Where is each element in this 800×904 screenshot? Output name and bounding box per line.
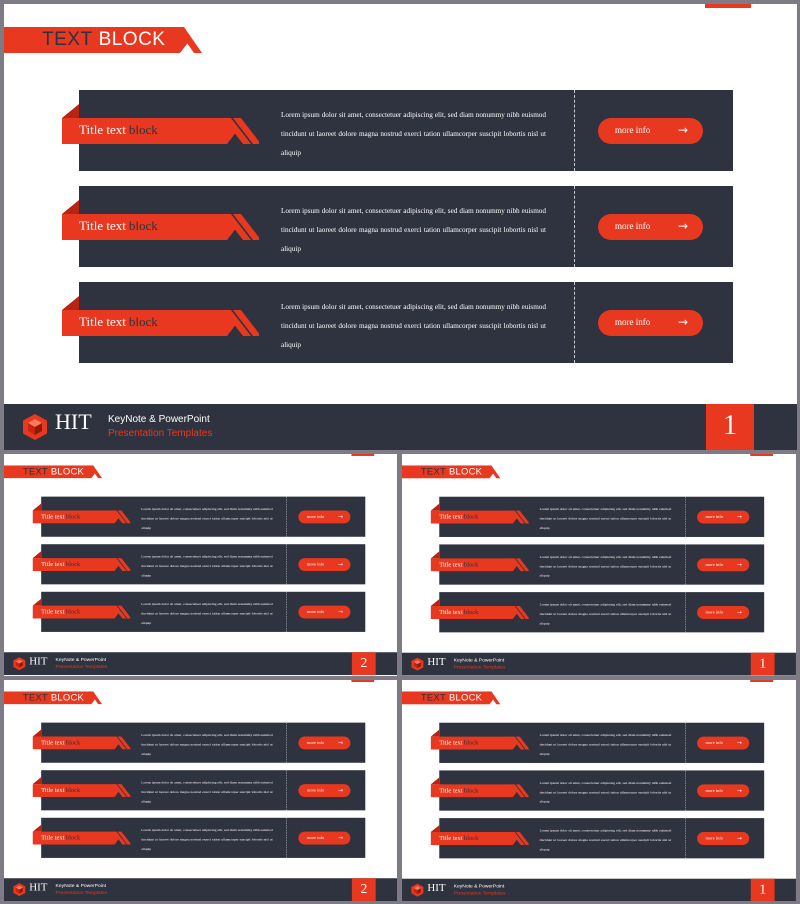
more-info-button[interactable] xyxy=(598,118,703,144)
top-accent-bar xyxy=(705,4,751,8)
tag-title-word-1: Title text xyxy=(41,786,65,794)
page-number-box xyxy=(751,879,775,901)
more-info-label: more info xyxy=(306,609,325,615)
more-info-button[interactable] xyxy=(697,832,749,845)
slide-title xyxy=(42,29,165,51)
text-block-row xyxy=(439,497,764,537)
more-info-label: more info xyxy=(306,739,325,745)
title-tag xyxy=(31,599,130,619)
tag-title-word-1: Title text xyxy=(41,738,65,746)
more-info-label: more info xyxy=(705,514,724,520)
tag-title-word-2: block xyxy=(65,738,81,746)
slide-title-banner xyxy=(402,691,500,704)
slide-thumbnail-3[interactable] xyxy=(4,680,397,901)
tag-title-word-2: block xyxy=(128,122,158,137)
slide-main[interactable] xyxy=(4,4,797,450)
slide-title-banner xyxy=(4,691,102,704)
page-number-box xyxy=(352,652,376,675)
arrow-right-icon: → xyxy=(338,834,344,842)
row-body-text: Lorem ipsum dolor sit amet, consectetuer adipiscing elit, sed diam nonummy nibh euismod tincidunt ut laoreet dolore magna nostrud exerci tation ullamcorper suscipit lobortis nisl ut aliquip xyxy=(281,111,546,157)
row-body-text: Lorem ipsum dolor sit amet, consectetuer adipiscing elit, sed diam nonummy nibh euismod tincidunt ut laoreet dolore magna nostrud exerci tation ullamcorper suscipit lobortis nisl ut aliquip xyxy=(281,207,546,253)
top-accent-bar xyxy=(351,454,374,456)
title-tag xyxy=(31,825,130,845)
more-info-button[interactable] xyxy=(598,310,703,336)
slide-title-word-1: TEXT xyxy=(22,466,48,477)
more-info-button[interactable] xyxy=(298,832,350,845)
more-info-label: more info xyxy=(705,609,724,615)
title-tag xyxy=(31,551,130,571)
tag-title-word-1: Title text xyxy=(41,607,65,616)
more-info-label: more info xyxy=(615,125,651,135)
footer-subtitle-line-1: KeyNote & PowerPoint xyxy=(453,883,505,890)
footer-subtitle-line-1: KeyNote & PowerPoint xyxy=(108,414,210,425)
tag-title-word-2: block xyxy=(464,786,479,794)
footer-subtitle-line-2: Presentation Templates xyxy=(453,664,506,671)
title-tag xyxy=(429,504,528,524)
tag-title-word-2: block xyxy=(464,560,479,568)
page-number-box xyxy=(706,404,754,450)
brand-name: HIT xyxy=(427,881,446,894)
page-number: 1 xyxy=(759,881,767,898)
tag-title-word-2: block xyxy=(65,512,81,520)
tag-title-word-1: Title text xyxy=(41,512,65,520)
text-block-row xyxy=(439,592,764,632)
arrow-right-icon: → xyxy=(736,739,742,747)
slide-title xyxy=(421,466,482,477)
row-body-text: Lorem ipsum dolor sit amet, consectetuer adipiscing elit, sed diam nonummy nibh euismod tincidunt ut laoreet dolore magna nostrud exerci tation ullamcorper suscipit lobortis nisl ut aliquip xyxy=(539,828,672,852)
more-info-button[interactable] xyxy=(697,737,749,750)
text-block-row xyxy=(41,592,365,632)
arrow-right-icon: → xyxy=(736,786,742,794)
brand-name: HIT xyxy=(29,654,48,668)
tag-title-word-1: Title text xyxy=(79,314,126,329)
hexagon-cube-icon xyxy=(22,413,48,441)
footer-subtitle-line-2: Presentation Templates xyxy=(55,890,108,896)
text-block-row xyxy=(41,723,365,763)
slide-title-banner xyxy=(402,465,500,478)
text-block-row xyxy=(439,723,764,763)
text-block-row xyxy=(41,770,365,810)
row-body-text: Lorem ipsum dolor sit amet, consectetuer adipiscing elit, sed diam nonummy nibh euismod tincidunt ut laoreet dolore magna nostrud exerci tation ullamcorper suscipit lobortis nisl ut aliquip xyxy=(141,780,273,804)
title-tag xyxy=(31,504,130,524)
row-body-text: Lorem ipsum dolor sit amet, consectetuer adipiscing elit, sed diam nonummy nibh euismod tincidunt ut laoreet dolore magna nostrud exerci tation ullamcorper suscipit lobortis nisl ut aliquip xyxy=(539,780,672,804)
tag-title-word-2: block xyxy=(128,218,158,233)
slide-title-word-2: BLOCK xyxy=(448,466,483,477)
text-block-row xyxy=(41,818,365,858)
page-number: 2 xyxy=(360,881,368,897)
more-info-label: more info xyxy=(705,561,724,567)
slide-footer xyxy=(4,878,397,901)
footer-subtitle-line-2: Presentation Templates xyxy=(55,664,108,670)
tag-title-word-2: block xyxy=(464,834,479,842)
more-info-button[interactable] xyxy=(298,510,350,523)
hexagon-cube-icon xyxy=(411,657,424,671)
more-info-button[interactable] xyxy=(298,736,350,749)
slide-footer xyxy=(402,879,796,901)
more-info-button[interactable] xyxy=(298,558,350,571)
tag-title-word-2: block xyxy=(65,560,81,568)
row-body-text: Lorem ipsum dolor sit amet, consectetuer adipiscing elit, sed diam nonummy nibh euismod tincidunt ut laoreet dolore magna nostrud exerci tation ullamcorper suscipit lobortis nisl ut aliquip xyxy=(141,554,273,578)
arrow-right-icon: → xyxy=(736,560,742,568)
footer-subtitle-line-2: Presentation Templates xyxy=(108,428,213,439)
hexagon-cube-icon xyxy=(13,657,26,671)
slide-footer xyxy=(4,652,397,675)
row-body-text: Lorem ipsum dolor sit amet, consectetuer adipiscing elit, sed diam nonummy nibh euismod tincidunt ut laoreet dolore magna nostrud exerci tation ullamcorper suscipit lobortis nisl ut aliquip xyxy=(141,733,273,756)
brand-name: HIT xyxy=(427,655,446,668)
row-body-text: Lorem ipsum dolor sit amet, consectetuer adipiscing elit, sed diam nonummy nibh euismod tincidunt ut laoreet dolore magna nostrud exerci tation ullamcorper suscipit lobortis nisl ut aliquip xyxy=(141,602,273,625)
top-accent-bar xyxy=(351,680,374,682)
text-block-row xyxy=(41,544,365,584)
title-tag xyxy=(59,296,259,336)
title-tag xyxy=(59,104,259,144)
more-info-button[interactable] xyxy=(598,214,703,240)
slide-title-word-2: BLOCK xyxy=(98,29,166,50)
tag-title-word-1: Title text xyxy=(439,560,463,568)
more-info-label: more info xyxy=(705,740,724,746)
slide-title-word-2: BLOCK xyxy=(448,692,483,703)
tag-title-word-2: block xyxy=(464,738,479,747)
tag-title-word-1: Title text xyxy=(41,560,65,568)
slide-title-word-1: TEXT xyxy=(420,466,446,477)
footer-subtitle-line-1: KeyNote & PowerPoint xyxy=(55,657,106,663)
tag-title-word-2: block xyxy=(65,607,81,616)
more-info-label: more info xyxy=(306,835,325,841)
arrow-right-icon: → xyxy=(678,219,689,233)
slide-thumbnail-2[interactable] xyxy=(402,454,796,676)
footer-subtitle-line-1: KeyNote & PowerPoint xyxy=(55,883,106,889)
more-info-label: more info xyxy=(306,513,325,519)
row-body-text: Lorem ipsum dolor sit amet, consectetuer adipiscing elit, sed diam nonummy nibh euismod tincidunt ut laoreet dolore magna nostrud exerci tation ullamcorper suscipit lobortis nisl ut aliquip xyxy=(539,733,672,757)
more-info-label: more info xyxy=(705,787,724,793)
row-body-text: Lorem ipsum dolor sit amet, consectetuer adipiscing elit, sed diam nonummy nibh euismod tincidunt ut laoreet dolore magna nostrud exerci tation ullamcorper suscipit lobortis nisl ut aliquip xyxy=(539,507,672,531)
more-info-button[interactable] xyxy=(697,511,749,524)
arrow-right-icon: → xyxy=(736,608,742,616)
row-body-text: Lorem ipsum dolor sit amet, consectetuer adipiscing elit, sed diam nonummy nibh euismod tincidunt ut laoreet dolore magna nostrud exerci tation ullamcorper suscipit lobortis nisl ut aliquip xyxy=(141,828,273,851)
text-block-row xyxy=(79,186,733,267)
more-info-button[interactable] xyxy=(697,784,749,797)
footer-subtitle-line-1: KeyNote & PowerPoint xyxy=(453,657,505,664)
tag-title-word-2: block xyxy=(65,833,81,842)
dashed-divider xyxy=(574,90,575,171)
page-number: 2 xyxy=(360,655,368,671)
text-block-row xyxy=(439,818,764,858)
hexagon-cube-icon xyxy=(13,883,26,897)
tag-title-word-1: Title text xyxy=(79,122,126,137)
dashed-divider xyxy=(574,186,575,267)
title-tag xyxy=(429,825,528,845)
more-info-label: more info xyxy=(615,221,651,231)
slide-title-banner xyxy=(4,465,102,478)
arrow-right-icon: → xyxy=(338,786,344,794)
title-tag xyxy=(429,730,528,750)
footer-subtitle-line-2: Presentation Templates xyxy=(453,890,506,897)
slide-title-word-1: TEXT xyxy=(42,29,93,50)
page-number: 1 xyxy=(723,410,737,441)
page-number-box xyxy=(751,653,775,676)
text-block-row xyxy=(41,497,365,537)
title-tag xyxy=(429,551,528,571)
tag-title-word-2: block xyxy=(128,314,158,329)
title-tag xyxy=(31,730,130,750)
row-body-text: Lorem ipsum dolor sit amet, consectetuer adipiscing elit, sed diam nonummy nibh euismod tincidunt ut laoreet dolore magna nostrud exerci tation ullamcorper suscipit lobortis nisl ut aliquip xyxy=(539,554,672,578)
arrow-right-icon: → xyxy=(338,560,344,568)
more-info-button[interactable] xyxy=(298,606,350,619)
tag-title-word-1: Title text xyxy=(439,786,463,794)
tag-title-word-1: Title text xyxy=(79,218,126,233)
more-info-label: more info xyxy=(306,561,325,567)
more-info-label: more info xyxy=(705,835,724,841)
slide-title xyxy=(421,692,482,703)
tag-title-word-1: Title text xyxy=(439,512,463,521)
hexagon-cube-icon xyxy=(411,883,424,897)
arrow-right-icon: → xyxy=(338,512,344,520)
arrow-right-icon: → xyxy=(338,608,344,616)
more-info-button[interactable] xyxy=(697,558,749,571)
text-block-row xyxy=(439,544,764,584)
brand-name: HIT xyxy=(29,880,48,894)
text-block-row xyxy=(439,770,764,810)
slide-footer xyxy=(4,404,797,450)
tag-title-word-2: block xyxy=(65,786,81,794)
top-accent-bar xyxy=(750,680,773,682)
arrow-right-icon: → xyxy=(736,834,742,842)
arrow-right-icon: → xyxy=(338,738,344,746)
text-block-row xyxy=(79,90,733,171)
brand-name: HIT xyxy=(55,409,92,434)
title-tag xyxy=(429,599,528,619)
tag-title-word-1: Title text xyxy=(439,834,463,842)
tag-title-word-1: Title text xyxy=(439,738,463,747)
slide-title-word-2: BLOCK xyxy=(50,692,85,703)
title-tag xyxy=(31,777,130,797)
more-info-button[interactable] xyxy=(697,606,749,619)
row-body-text: Lorem ipsum dolor sit amet, consectetuer adipiscing elit, sed diam nonummy nibh euismod tincidunt ut laoreet dolore magna nostrud exerci tation ullamcorper suscipit lobortis nisl ut aliquip xyxy=(539,602,672,626)
tag-title-word-1: Title text xyxy=(439,608,463,616)
title-tag xyxy=(59,200,259,240)
tag-title-word-2: block xyxy=(464,608,479,616)
row-body-text: Lorem ipsum dolor sit amet, consectetuer adipiscing elit, sed diam nonummy nibh euismod tincidunt ut laoreet dolore magna nostrud exerci tation ullamcorper suscipit lobortis nisl ut aliquip xyxy=(281,303,546,349)
tag-title-word-1: Title text xyxy=(41,833,65,842)
more-info-button[interactable] xyxy=(298,784,350,797)
arrow-right-icon: → xyxy=(736,513,742,521)
slide-title-word-1: TEXT xyxy=(22,692,48,703)
more-info-label: more info xyxy=(615,317,651,327)
slide-footer xyxy=(402,653,796,676)
slide-title-banner xyxy=(4,27,202,53)
row-body-text: Lorem ipsum dolor sit amet, consectetuer adipiscing elit, sed diam nonummy nibh euismod tincidunt ut laoreet dolore magna nostrud exerci tation ullamcorper suscipit lobortis nisl ut aliquip xyxy=(141,507,273,530)
title-tag xyxy=(429,777,528,797)
arrow-right-icon: → xyxy=(678,315,689,329)
slide-title-word-1: TEXT xyxy=(420,692,446,703)
slide-title xyxy=(23,692,84,703)
more-info-label: more info xyxy=(306,787,325,793)
page-number-box xyxy=(352,878,376,901)
dashed-divider xyxy=(574,282,575,363)
tag-title-word-2: block xyxy=(464,512,479,521)
slide-thumbnail-1[interactable] xyxy=(4,454,397,676)
top-accent-bar xyxy=(750,454,773,456)
slide-thumbnail-4[interactable] xyxy=(402,680,796,901)
slide-title-word-2: BLOCK xyxy=(50,466,85,477)
text-block-row xyxy=(79,282,733,363)
arrow-right-icon: → xyxy=(678,123,689,137)
page-number: 1 xyxy=(759,655,767,672)
slide-title xyxy=(23,466,84,477)
